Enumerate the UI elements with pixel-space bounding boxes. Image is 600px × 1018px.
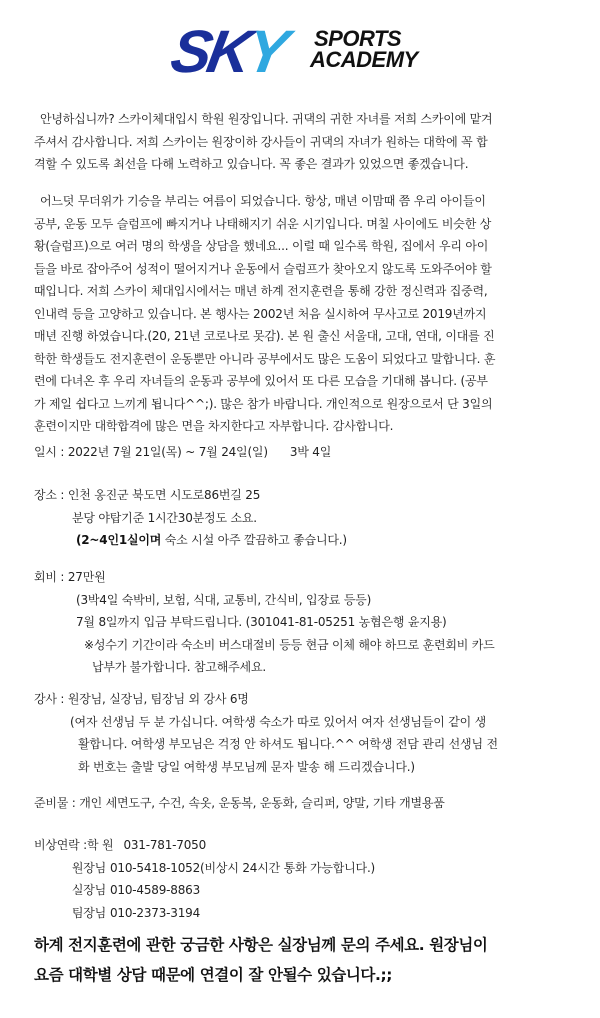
body-line: 어느덧 무더위가 기승을 부리는 여름이 되었습니다. 항상, 매년 이맘때 쯤 우리 아이들이 [40, 194, 486, 208]
instructors-label: 강사 : [34, 692, 68, 706]
contact-note: (비상시 24시간 통화 가능합니다.) [200, 860, 376, 875]
contacts-label: 비상연락 : [34, 838, 88, 852]
contact-name: 실장님 [71, 883, 106, 897]
body-line: 때입니다. 저희 스카이 체대입시에서는 매년 하계 전지훈련을 통해 강한 정신력과 집중력, [34, 284, 488, 298]
intro-paragraph [34, 108, 584, 176]
fee-amount: 27만원 [67, 570, 106, 584]
schedule-section [34, 441, 331, 464]
place-lodging [34, 529, 347, 552]
footer-line: 요즘 대학별 상담 때문에 연결이 잘 안될수 있습니다.;; [34, 966, 393, 984]
instructors-note: 화 번호는 출발 당일 여학생 부모님께 문자 발송 해 드리겠습니다.) [78, 759, 415, 774]
body-line: 공부, 운동 모두 슬럼프에 빠지거나 나태해지기 쉬운 시기입니다. 며칠 사이에도 비슷한 상 [34, 216, 492, 231]
instructors-summary: 원장님, 실장님, 팀장님 외 강사 6명 [67, 692, 249, 706]
contact-phone: 010-4589-8863 [110, 883, 201, 897]
body-line: 인내력 등을 고양하고 있습니다. 본 행사는 2002년 처음 실시하여 무사고로 2019년까지 [34, 306, 487, 321]
contact-row [34, 834, 375, 857]
logo-line-academy: ACADEMY [310, 47, 418, 72]
place-label: 장소 : [34, 488, 68, 502]
body-line: 매년 진행 하였습니다.(20, 21년 코로나로 못감). 본 원 출신 서울대, 고대, 연대, 이대를 진 [34, 329, 495, 343]
intro-line: 안녕하십니까? 스카이체대입시 학원 원장입니다. 귀댁의 귀한 자녀를 저희 스카이에 맡겨 [40, 112, 493, 126]
contact-name: 학 원 [87, 838, 114, 852]
logo-line-sports: SPORTS [314, 26, 402, 51]
body-line: 황(슬럼프)으로 여러 명의 학생을 상담을 했네요... 이럴 때 일수록 학원, 집에서 우리 아이 [34, 239, 489, 253]
fee-label: 회비 : [34, 570, 68, 584]
supplies-section [34, 792, 445, 815]
logo-text [310, 26, 418, 72]
fee-deadline: 7월 8일까지 입금 부탁드립니다. (301041-81-05251 농협은행 윤지용) [76, 615, 447, 629]
sky-sports-academy-logo [166, 18, 422, 90]
place-address: 인천 옹진군 북도면 시도로86번길 25 [67, 488, 261, 502]
logo-letter: Y [241, 18, 290, 85]
schedule-date: 2022년 7월 21일(목) ~ 7월 24일(일) [67, 445, 268, 459]
intro-line: 격할 수 있도록 최선을 다해 노력하고 있습니다. 꼭 좋은 결과가 있었으면 좋겠습니다. [34, 157, 469, 171]
intro-line: 주셔서 감사합니다. 저희 스카이는 원장이하 강사들이 귀댁의 자녀가 원하는 대학에 꼭 합 [34, 134, 488, 149]
place-section [34, 484, 347, 552]
fee-section [34, 566, 495, 679]
footer-notice [34, 930, 589, 990]
body-line: 련에 다녀온 후 우리 자녀들의 운동과 공부에 있어서 또 다른 모습을 기대해 봅니다. (공부 [34, 374, 488, 388]
contact-phone: 031-781-7050 [123, 838, 207, 852]
logo-letter: K [202, 18, 254, 85]
contact-row [34, 902, 375, 925]
contact-name: 팀장님 [71, 905, 106, 920]
body-line: 훈련이지만 대학합격에 많은 면을 차지한다고 자부합니다. 감사합니다. [34, 419, 394, 433]
place-lodging-rest: 숙소 시설 아주 깔끔하고 좋습니다.) [161, 533, 347, 547]
instructors-note: 활합니다. 여학생 부모님은 걱정 안 하셔도 됩니다.^^ 여학생 전담 관리 선생님 전 [78, 737, 498, 751]
schedule-duration: 3박 4일 [289, 445, 332, 459]
supplies-label: 준비물 : [34, 796, 80, 810]
schedule-label: 일시 : [34, 445, 68, 459]
instructors-note: (여자 선생님 두 분 가십니다. 여학생 숙소가 따로 있어서 여자 선생님들이 같이 생 [70, 714, 487, 729]
body-line: 학한 학생들도 전지훈련이 운동뿐만 아니라 공부에서도 많은 도움이 되었다고 말합니다. 훈 [34, 351, 496, 366]
place-lodging-bold: (2~4인1실이며 [76, 533, 162, 547]
contacts-section [34, 834, 375, 924]
contact-phone: 010-5418-1052 [110, 860, 201, 875]
fee-includes: (3박4일 숙박비, 보험, 식대, 교통비, 간식비, 입장료 등등) [76, 592, 372, 607]
fee-note: 납부가 불가합니다. 참고해주세요. [92, 660, 266, 674]
logo-letter: S [166, 18, 215, 85]
contact-row [34, 879, 375, 902]
contact-name: 원장님 [71, 860, 106, 875]
instructors-section [34, 688, 498, 778]
supplies-items: 개인 세면도구, 수건, 속옷, 운동복, 운동화, 슬리퍼, 양말, 기타 개별용품 [79, 796, 445, 810]
body-line: 들을 바로 잡아주어 성적이 떨어지거나 운동에서 슬럼프가 찾아오지 않도록 도와주어야 할 [34, 261, 492, 276]
body-paragraph [34, 190, 584, 438]
place-travel: 분당 야탑기준 1시간30분정도 소요. [72, 510, 257, 525]
body-line: 가 제일 쉽다고 느끼게 됩니다^^;). 많은 참가 바랍니다. 개인적으로 원장으로서 단 3일의 [34, 396, 493, 411]
footer-line: 하계 전지훈련에 관한 궁금한 사항은 실장님께 문의 주세요. 원장님이 [34, 936, 488, 954]
contact-row [34, 857, 375, 880]
logo-sky-wordmark [166, 18, 290, 85]
fee-note: ※성수기 기간이라 숙소비 버스대절비 등등 현금 이체 해야 하므로 훈련회비 카드 [84, 637, 495, 652]
contact-phone: 010-2373-3194 [110, 905, 201, 920]
